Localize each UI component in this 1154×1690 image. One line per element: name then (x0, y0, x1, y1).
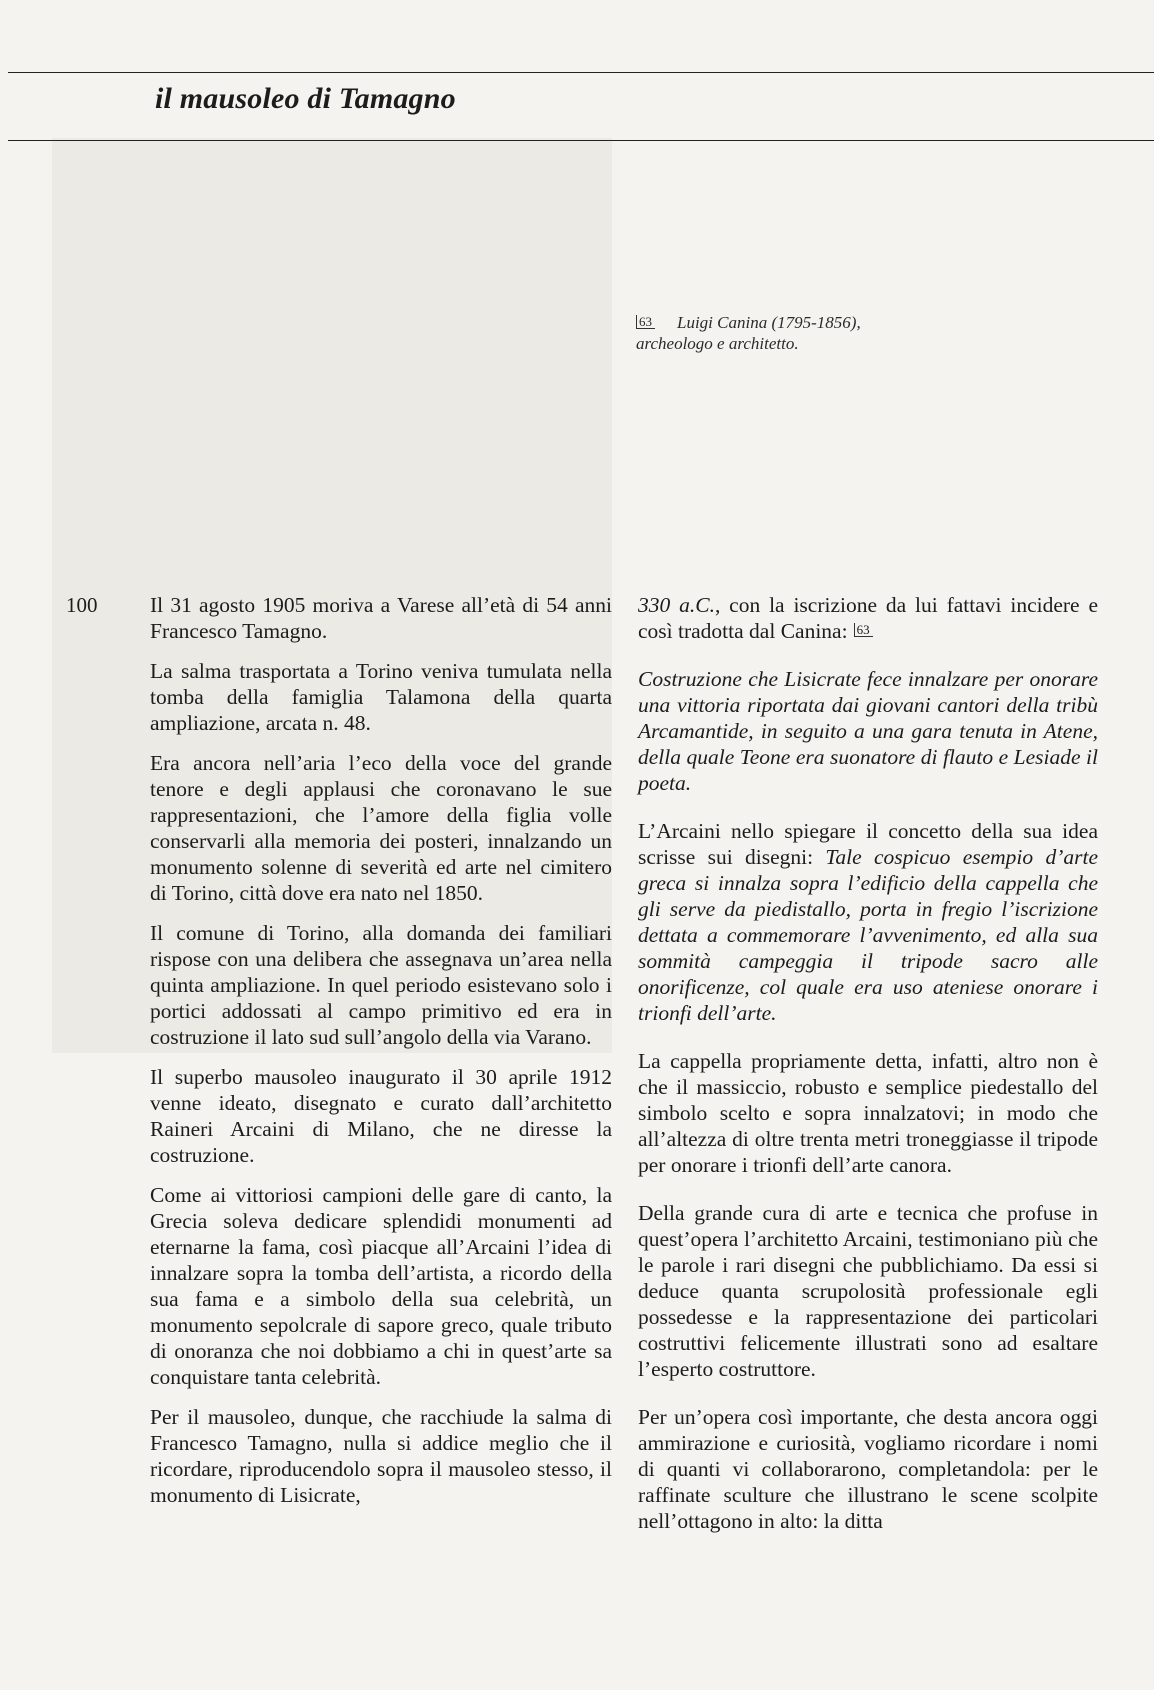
paragraph: Il comune di Torino, alla domanda dei familiari rispose con una delibera che assegnava un’area nella quinta ampliazione. In quel periodo esistevano solo i portici addossati al campo primitivo ed era in costruzione il lato sud sull’angolo della via Varano. (150, 921, 612, 1049)
paragraph: La cappella propriamente detta, infatti, altro non è che il massiccio, robusto e semplice piedestallo del simbolo scelto e sopra innalzatovi; in modo che all’altezza di oltre trenta metri troneggiasse il tripode per onorare i trionfi dell’arte canora. (638, 1049, 1098, 1177)
date-italic: 330 a.C. (638, 593, 715, 617)
figure-reference-mark: 63 (854, 623, 873, 637)
paragraph (638, 818, 1098, 1026)
paragraph: Per un’opera così importante, che desta ancora oggi ammirazione e curiosità, vogliamo ricordare i nomi di quanti vi collaborarono, completandola: per le raffinate sculture che illustrano le scene scolpite nell’ottagono in alto: la ditta (638, 1405, 1098, 1533)
header-rule-bottom (8, 140, 1154, 141)
paragraph: Come ai vittoriosi campioni delle gare di canto, la Grecia soleva dedicare splendidi monumenti ad eternarne la fama, così piacque all’Arcaini l’idea di innalzare sopra la tomba dell’artista, a ricordo della sua fama e a simbolo della sua celebrità, un monumento sepolcrale di sapore greco, quale tributo di onoranza che noi dobbiamo a chi in quest’arte sa conquistare tanta celebrità. (150, 1183, 612, 1389)
header-rule-top (8, 72, 1154, 73)
left-column (150, 592, 612, 1522)
quoted-text-italic: Tale cospicuo esempio d’arte greca si innalza sopra l’edificio della cappella che gli serve da piedistallo, porta in fregio l’iscrizione dettata a commemorare l’avvenimento, ed alla sua sommità campeggia il tripode sacro alle onorificenze, col quale era uso ateniese onorare i trionfi dell’arte. (638, 845, 1098, 1025)
paragraph-text: L’Arcaini nello spiegare il concetto della sua idea scrisse sui disegni: (638, 819, 1098, 869)
caption-line-1: Luigi Canina (1795-1856), (677, 313, 861, 332)
paragraph: Per il mausoleo, dunque, che racchiude la salma di Francesco Tamagno, nulla si addice meglio che il ricordare, riproducendolo sopra il mausoleo stesso, il monumento di Lisicrate, (150, 1405, 612, 1507)
figure-caption (636, 312, 966, 354)
paragraph: Della grande cura di arte e tecnica che profuse in quest’opera l’architetto Arcaini, testimoniano più che le parole i rari disegni che pubblichiamo. Da essi si deduce quanta scrupolosità professionale egli possedesse e la rappresentazione dei particolari costruttivi felicemente illustrati sono ad esaltare l’esperto costruttore. (638, 1201, 1098, 1381)
paragraph: Il superbo mausoleo inaugurato il 30 aprile 1912 venne ideato, disegnato e curato dall’architetto Raineri Arcaini di Milano, che ne diresse la costruzione. (150, 1065, 612, 1167)
page-number: 100 (66, 593, 98, 617)
paragraph: Era ancora nell’aria l’eco della voce del grande tenore e degli applausi che coronavano le sue rappresentazioni, che l’amore della figlia volle conservarli alla memoria dei posteri, innalzando un monumento solenne di severità ed arte nel cimitero di Torino, città dove era nato nel 1850. (150, 751, 612, 905)
figure-reference-mark: 63 (636, 315, 655, 329)
paragraph-text: , con la iscrizione da lui fattavi incidere e così tradotta dal Canina: (638, 593, 1098, 643)
paragraph (638, 592, 1098, 644)
paragraph: La salma trasportata a Torino veniva tumulata nella tomba della famiglia Talamona della quarta ampliazione, arcata n. 48. (150, 659, 612, 735)
inscription-quote: Costruzione che Lisicrate fece innalzare per onorare una vittoria riportata dai giovani cantori della tribù Arcamantide, in seguito a una gara tenuta in Atene, della quale Teone era suonatore di flauto e Lesiade il poeta. (638, 667, 1098, 795)
caption-line-2: archeologo e architetto. (636, 334, 799, 353)
running-title: il mausoleo di Tamagno (155, 82, 456, 115)
right-column (638, 592, 1098, 1556)
paragraph: Il 31 agosto 1905 moriva a Varese all’età di 54 anni Francesco Tamagno. (150, 593, 612, 643)
